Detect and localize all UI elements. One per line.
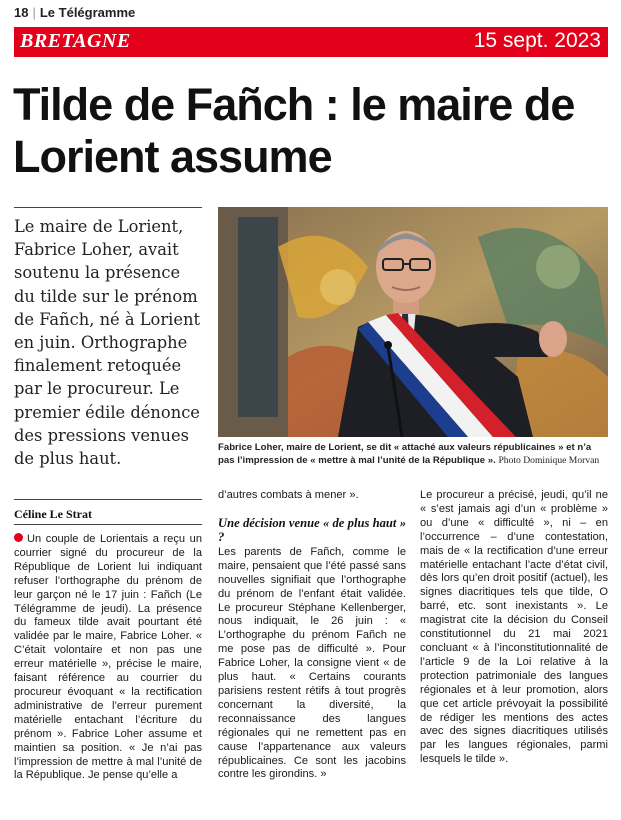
page-number: 18: [14, 5, 29, 20]
standfirst-top-rule: [14, 207, 202, 208]
article-photo: [218, 207, 608, 437]
col2-continuation: d’autres combats à mener ».: [218, 489, 359, 501]
photo-credit: Photo Dominique Morvan: [498, 455, 600, 466]
article-headline: Tilde de Fañch : le maire de Lorient assume: [13, 79, 575, 182]
col1-text: Un couple de Lorientais a reçu un courrier signé du procureur de la République de Lorient lui indiquant refuser l’orthographe du prénom de leur garçon né le 17 juin : Fañch (Le Télégramme de jeudi). La présence du fameux tilde avait pourtant été validée par le maire, Fabrice Loher. « C’était volontaire et non pas une erreur matérielle », précise le maire, faisant référence au courrier du procureur évoquant « la rectification administrative de l’erreur purement matérielle entachant l’écriture du prénom ». Fabrice Loher assume et maintien sa position. « Je n’ai pas l’impression de mettre à mal l’unité de la République. Je pense qu’elle a: [14, 533, 202, 782]
body-column-3: [420, 489, 608, 767]
bullet-dot-icon: [14, 533, 23, 542]
byline-bottom-rule: [14, 524, 202, 525]
body-column-2: [218, 489, 406, 782]
article-subhead: Une décision venue « de plus haut » ?: [218, 515, 406, 544]
section-label: BRETAGNE: [20, 30, 131, 52]
caption-text: Fabrice Loher, maire de Lorient, se dit « attaché aux valeurs républicaines » et n’a pas l’impression de « mettre à mal l’unité de la République ».: [218, 442, 592, 466]
photo-mayor-illustration: [218, 207, 608, 437]
col3-text: Le procureur a précisé, jeudi, qu’il ne « s’est jamais agi d’un « problème » ou d’une « difficulté », ni – en l’occurrence – d’une contestation, mais de « la rectification d’une erreur matérielle entachant l’acte d’état civil, dès lors qu’en droit positif (actuel), les signes diacritiques tels que tilde, O barré, etc. sont inexistants ». Le magistrat cite la décision du Conseil constitutionnel du 21 mai 2021 concluant « à l’inconstitutionnalité de l’article 9 de la Loi relative à la protection patrimoniale des langues régionales et à leur promotion, alors que cet article prévoyait la possibilité de rédiger les mentions des actes avec des signes diacritiques utilisés par les langues régionales, parmi lesquels le tilde ».: [420, 489, 608, 766]
folio-separator: |: [32, 5, 36, 20]
article-standfirst: Le maire de Lorient, Fabrice Loher, avait soutenu la présence du tilde sur le prénom de Fañch, né à Lorient en juin. Orthographe finalement retoquée par le procureur. Le premier édile dénonce des pressions venues de plus haut.: [14, 217, 201, 469]
photo-caption: [218, 441, 610, 467]
publication-name: Le Télégramme: [39, 5, 136, 20]
col2-text: Les parents de Fañch, comme le maire, pensaient que l’été passé sans nouvelles signifiait que l’orthographe du prénom de l’enfant était validée. Le procureur Stéphane Kellenberger, nous indiquait, le 26 juin : « L’orthographe du prénom Fañch ne me pose pas de difficulté ». Pour Fabrice Loher, la consigne vient « de plus haut. « Certains courants parisiens restent rétifs à tout progrès concernant la diversité, la reconnaissance des langues régionales qui ne remettent pas en cause l’appartenance aux valeurs républicaines. Ce sont les jacobins contre les girondins. »: [218, 545, 406, 781]
issue-date: 15 sept. 2023: [473, 29, 601, 52]
body-column-1: [14, 533, 202, 783]
article-byline: Céline Le Strat: [14, 507, 92, 521]
byline-top-rule: [14, 499, 202, 500]
page-folio: [14, 5, 135, 20]
